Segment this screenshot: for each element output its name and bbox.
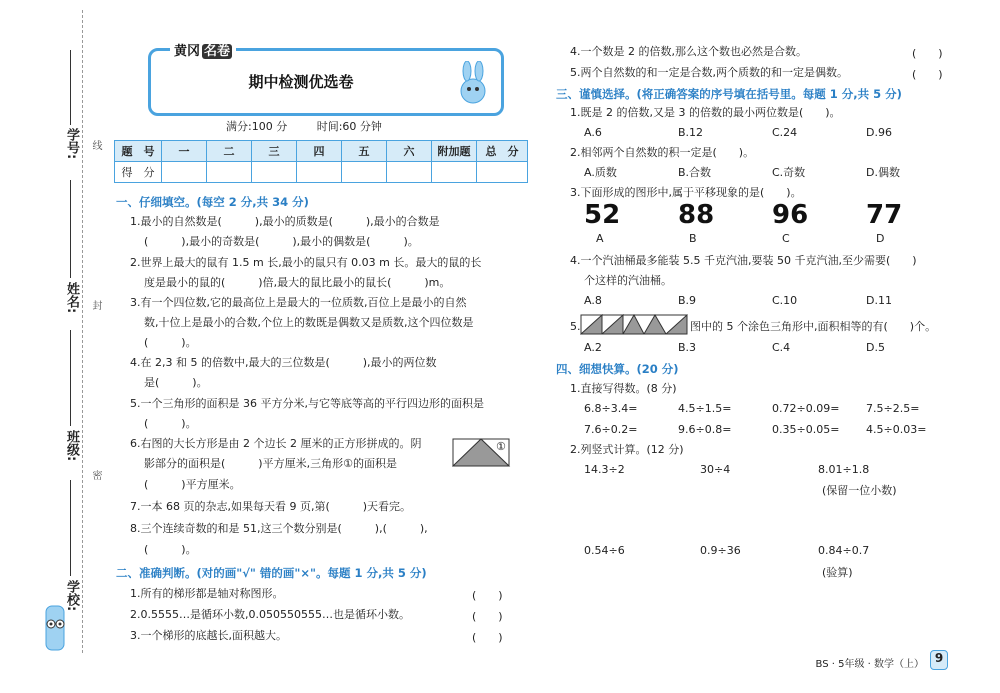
score-row-label: 得 分 [115, 162, 162, 183]
score-cell[interactable] [162, 162, 207, 183]
name-label: 姓名: [64, 282, 79, 314]
choice-4-opt[interactable]: A.8 [584, 294, 602, 307]
judge-3-answer[interactable]: ( ) [472, 631, 503, 644]
judge-1-answer[interactable]: ( ) [472, 589, 503, 602]
score-header: 五 [342, 141, 387, 162]
exam-time: 时间:60 分钟 [316, 120, 382, 133]
tick-seal: 封 [90, 300, 101, 310]
calc-1-item: 9.6÷0.8= [678, 423, 732, 436]
calc-1-item: 7.6÷0.2= [584, 423, 638, 436]
q6-rectangle-figure [452, 438, 512, 468]
q1-line-a: 1.最小的自然数是( ),最小的质数是( ),最小的合数是 [130, 215, 440, 228]
calc-2-note: (验算) [822, 566, 853, 579]
calc-2-item: 8.01÷1.8 [818, 463, 870, 476]
section-1-title: 一、仔细填空。(每空 2 分,共 34 分) [116, 195, 309, 209]
score-table [114, 140, 528, 183]
judge-2-answer[interactable]: ( ) [472, 610, 503, 623]
score-cell[interactable] [477, 162, 528, 183]
choice-5-opt[interactable]: D.5 [866, 341, 885, 354]
page-number: 9 [930, 650, 948, 670]
school-line [70, 480, 71, 576]
q2-line-a: 2.世界上最大的鼠有 1.5 m 长,最小的鼠只有 0.03 m 长。最大的鼠的长 [130, 256, 482, 269]
choice-5-opt[interactable]: A.2 [584, 341, 602, 354]
choice-2-opt[interactable]: D.偶数 [866, 166, 900, 179]
q4-line-b: 是( )。 [144, 376, 208, 389]
q5-line-b: ( )。 [144, 417, 197, 430]
score-header: 六 [387, 141, 432, 162]
choice-1-opt[interactable]: A.6 [584, 126, 602, 139]
choice-5-opt[interactable]: C.4 [772, 341, 791, 354]
choice-3-letter[interactable]: D [876, 232, 885, 245]
brand-right: 名卷 [204, 44, 231, 59]
q2-line-b: 度是最小的鼠的( )倍,最大的鼠比最小的鼠长( )m。 [144, 276, 451, 289]
score-cell[interactable] [207, 162, 252, 183]
q1-line-b: ( ),最小的奇数是( ),最小的偶数是( )。 [144, 235, 419, 248]
q3-line-a: 3.有一个四位数,它的最高位上是最大的一位质数,百位上是最小的自然 [130, 296, 467, 309]
rabbit-mascot-icon [451, 61, 495, 107]
judge-5: 5.两个自然数的和一定是合数,两个质数的和一定是偶数。 [570, 66, 848, 79]
calc-2-item: 0.54÷6 [584, 544, 625, 557]
score-header: 三 [252, 141, 297, 162]
score-header: 四 [297, 141, 342, 162]
score-cell[interactable] [432, 162, 477, 183]
choice-5-text: 图中的 5 个涂色三角形中,面积相等的有( )个。 [690, 320, 937, 333]
judge-4-answer[interactable]: ( ) [912, 47, 943, 60]
choice-3-figure-b: 88 [678, 200, 715, 230]
choice-2-opt[interactable]: B.合数 [678, 166, 712, 179]
score-cell[interactable] [387, 162, 432, 183]
calc-1-item: 0.72÷0.09= [772, 402, 840, 415]
q6-line-a: 6.右图的大长方形是由 2 个边长 2 厘米的正方形拼成的。阴 [130, 437, 422, 450]
calc-1-item: 0.35÷0.05= [772, 423, 840, 436]
choice-1-opt[interactable]: C.24 [772, 126, 798, 139]
class-line [70, 330, 71, 426]
score-cell[interactable] [252, 162, 297, 183]
judge-4: 4.一个数是 2 的倍数,那么这个数也必然是合数。 [570, 45, 807, 58]
choice-2-opt[interactable]: A.质数 [584, 166, 617, 179]
choice-4-opt[interactable]: D.11 [866, 294, 892, 307]
score-cell[interactable] [342, 162, 387, 183]
tick-close: 密 [90, 470, 101, 480]
calc-2-item: 30÷4 [700, 463, 731, 476]
q3-line-c: ( )。 [144, 336, 197, 349]
choice-1: 1.既是 2 的倍数,又是 3 的倍数的最小两位数是( )。 [570, 106, 841, 119]
score-header: 二 [207, 141, 252, 162]
choice-2-opt[interactable]: C.奇数 [772, 166, 806, 179]
q8-line-b: ( )。 [144, 543, 197, 556]
section-2-title: 二、准确判断。(对的画"√" 错的画"×"。每题 1 分,共 5 分) [116, 566, 427, 580]
school-label: 学校: [64, 580, 79, 612]
calc-2-title: 2.列竖式计算。(12 分) [570, 443, 684, 456]
calc-2-item: 0.9÷36 [700, 544, 741, 557]
q3-line-b: 数,十位上是最小的合数,个位上的数既是偶数又是质数,这个四位数是 [144, 316, 474, 329]
section-4-title: 四、细想快算。(20 分) [556, 362, 679, 376]
footer-text: BS · 5年级 · 数学（上） [815, 659, 924, 670]
choice-4-opt[interactable]: B.9 [678, 294, 697, 307]
mascot-pencil-icon [36, 598, 76, 658]
choice-5-triangles-figure [580, 314, 690, 336]
student-id-label: 学号: [64, 128, 79, 160]
calc-1-item: 6.8÷3.4= [584, 402, 638, 415]
binding-dashed-line [82, 10, 83, 653]
choice-1-opt[interactable]: D.96 [866, 126, 892, 139]
brand-logo [170, 40, 236, 59]
score-header: 总 分 [477, 141, 528, 162]
score-cell[interactable] [297, 162, 342, 183]
class-label: 班级: [64, 430, 79, 462]
choice-5-opt[interactable]: B.3 [678, 341, 697, 354]
score-info [226, 118, 382, 134]
choice-4-opt[interactable]: C.10 [772, 294, 798, 307]
calc-1-title: 1.直接写得数。(8 分) [570, 382, 677, 395]
choice-4-line-a: 4.一个汽油桶最多能装 5.5 千克汽油,要装 50 千克汽油,至少需要( ) [570, 254, 917, 267]
tick-line: 线 [90, 140, 101, 150]
judge-3: 3.一个梯形的底越长,面积越大。 [130, 629, 287, 642]
calc-2-item: 0.84÷0.7 [818, 544, 870, 557]
choice-5-number: 5. [570, 320, 581, 333]
q8-line-a: 8.三个连续奇数的和是 51,这三个数分别是( ),( ), [130, 522, 428, 535]
calc-1-item: 4.5÷1.5= [678, 402, 732, 415]
name-line [70, 180, 71, 278]
choice-3-letter[interactable]: B [689, 232, 697, 245]
choice-2: 2.相邻两个自然数的积一定是( )。 [570, 146, 755, 159]
choice-3-letter[interactable]: C [782, 232, 790, 245]
section-3-title: 三、谨慎选择。(将正确答案的序号填在括号里。每题 1 分,共 5 分) [556, 87, 902, 101]
choice-4-line-b: 个这样的汽油桶。 [584, 274, 672, 287]
choice-3-figure-d: 77 [866, 200, 903, 230]
score-header: 一 [162, 141, 207, 162]
calc-2-item: 14.3÷2 [584, 463, 625, 476]
brand-left: 黄冈 [174, 44, 201, 59]
score-header: 附加题 [432, 141, 477, 162]
q7-line: 7.一本 68 页的杂志,如果每天看 9 页,第( )天看完。 [130, 500, 412, 513]
choice-1-opt[interactable]: B.12 [678, 126, 704, 139]
q4-line-a: 4.在 2,3 和 5 的倍数中,最大的三位数是( ),最小的两位数 [130, 356, 437, 369]
calc-1-item: 7.5÷2.5= [866, 402, 920, 415]
full-score: 满分:100 分 [226, 120, 288, 133]
choice-3-figure-a: 52 [584, 200, 621, 230]
q6-figure-label: ① [496, 440, 506, 453]
exam-title: 期中检测优选卷 [248, 73, 354, 91]
judge-5-answer[interactable]: ( ) [912, 68, 943, 81]
judge-1: 1.所有的梯形都是轴对称图形。 [130, 587, 284, 600]
choice-3-figure-c: 96 [772, 200, 809, 230]
calc-2-note: (保留一位小数) [822, 484, 897, 497]
choice-3: 3.下面形成的图形中,属于平移现象的是( )。 [570, 186, 802, 199]
choice-3-letter[interactable]: A [596, 232, 604, 245]
student-id-line [70, 50, 71, 125]
q6-line-c: ( )平方厘米。 [144, 478, 241, 491]
calc-1-item: 4.5÷0.03= [866, 423, 927, 436]
q6-line-b: 影部分的面积是( )平方厘米,三角形①的面积是 [144, 457, 397, 470]
judge-2: 2.0.5555…是循环小数,0.050550555…也是循环小数。 [130, 608, 410, 621]
q5-line-a: 5.一个三角形的面积是 36 平方分米,与它等底等高的平行四边形的面积是 [130, 397, 484, 410]
score-header: 题 号 [115, 141, 162, 162]
